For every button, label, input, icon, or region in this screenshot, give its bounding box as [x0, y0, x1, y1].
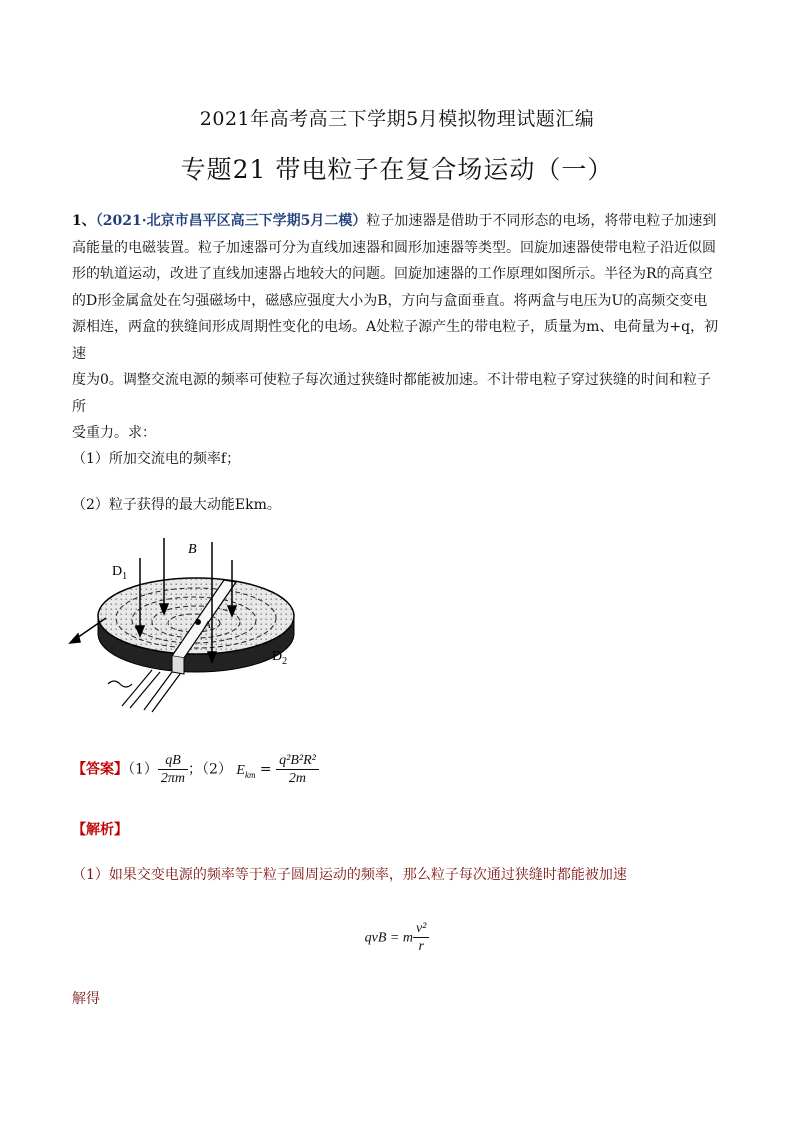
label-a: A [204, 619, 211, 631]
question-line-6: 度为0。调整交流电源的频率可使粒子每次通过狭缝时都能被加速。不计带电粒子穿过狭缝的时间和粒子所 [72, 372, 711, 415]
label-d2: $D_2$ [272, 649, 288, 667]
question-line-1 [72, 208, 722, 235]
frequency-fraction [158, 752, 188, 787]
question-source: （2021·北京市昌平区高三下学期5月二模） [95, 213, 367, 229]
sub-question-1: （1）所加交流电的频率f； [72, 451, 241, 467]
answer-part-1-label: （1） [128, 761, 158, 778]
question-text: 粒子加速器是借助于不同形态的电场，将带电粒子加速到 [366, 213, 717, 229]
fraction-numerator: qB [158, 752, 188, 770]
fraction-denominator: 2m [288, 771, 307, 786]
question-line-5: 源相连，两盒的狭缝间形成周期性变化的电场。A处粒子源产生的带电粒子，质量为m、电荷量为+q，初速 [72, 319, 719, 362]
document-title: 2021年高考高三下学期5月模拟物理试题汇编 [199, 108, 595, 130]
answer-block [72, 752, 722, 788]
equation-fraction [413, 920, 429, 955]
topic-title: 专题21 带电粒子在复合场运动（一） [180, 155, 614, 184]
answer-separator: ； [188, 761, 203, 778]
answer-tag: 【答案】 [72, 761, 128, 778]
cyclotron-figure [60, 538, 300, 722]
fraction-numerator: v² [413, 920, 429, 938]
fraction-numerator: q²B²R² [276, 752, 319, 770]
source-a-dot [195, 619, 201, 625]
analysis-line-1: （1）如果交变电源的频率等于粒子圆周运动的频率，那么粒子每次通过狭缝时都能被加速 [72, 867, 627, 883]
question-line-4: 的D形金属盒处在匀强磁场中，磁感应强度大小为B，方向与盒面垂直。将两盒与电压为U的高频交变电 [72, 292, 708, 309]
question-line-7: 受重力。求： [72, 425, 156, 441]
question-number: 1、 [72, 213, 96, 229]
question-line-2: 高能量的电磁装置。粒子加速器可分为直线加速器和圆形加速器等类型。回旋加速器使带电粒子沿近似圆 [72, 239, 716, 256]
answer-part-2-label: （2） [202, 761, 232, 778]
solve-label: 解得 [72, 991, 100, 1007]
sub-question-2: （2）粒子获得的最大动能Ekm。 [72, 497, 281, 513]
equals-sign: = [255, 761, 277, 778]
fraction-denominator: r [418, 939, 424, 954]
energy-fraction [276, 752, 319, 787]
analysis-tag: 【解析】 [72, 822, 128, 838]
question-1 [72, 208, 722, 447]
fraction-denominator: 2πm [160, 771, 186, 786]
cyclotron-diagram [60, 538, 300, 718]
equation-left: qvB = m [364, 930, 413, 946]
question-line-3: 形的轨道运动，改进了直线加速器占地较大的问题。回旋加速器的工作原理如图所示。半径为R的高真空 [72, 266, 713, 282]
label-b: B [188, 542, 197, 557]
equation-force [0, 920, 794, 955]
label-d1: $D_1$ [112, 564, 128, 582]
ekm-symbol: $E_{km}$ [236, 762, 256, 780]
